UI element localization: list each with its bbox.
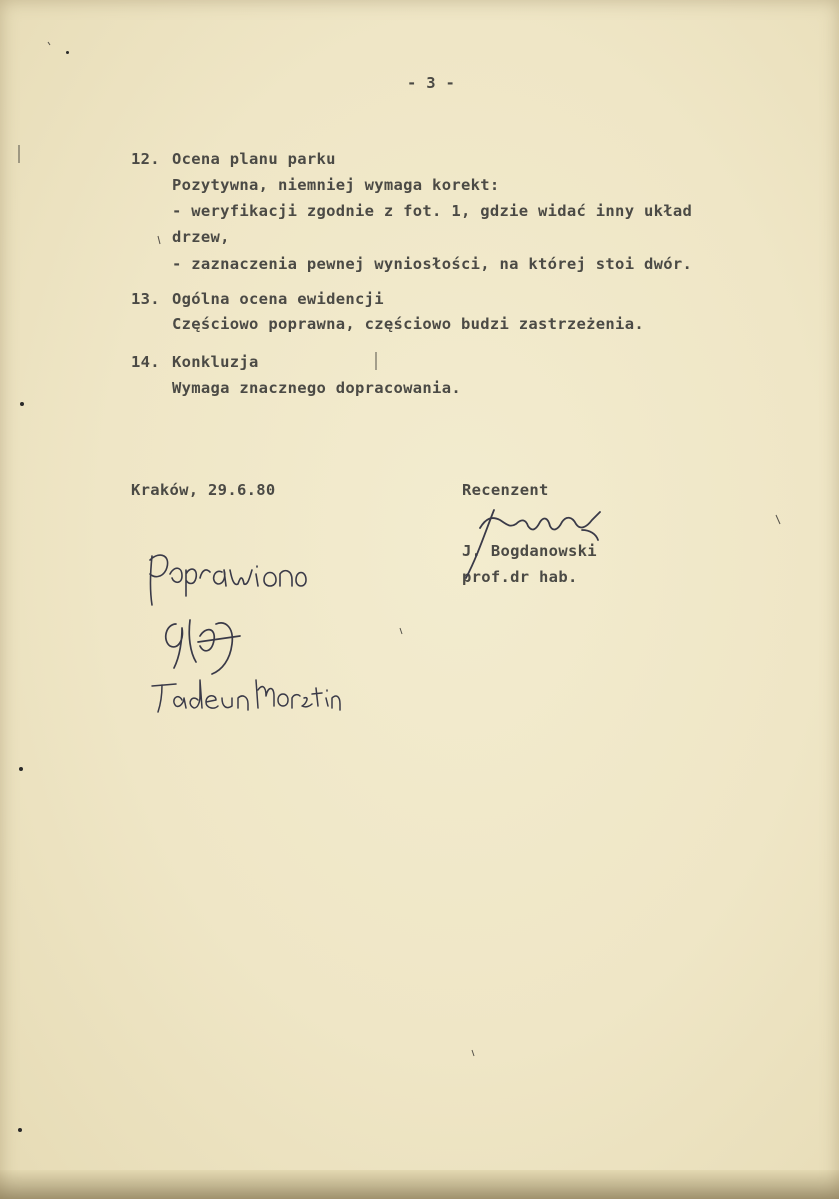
handwritten-author-name [152,680,340,712]
section-12-line: Pozytywna, niemniej wymaga korekt: [172,176,500,194]
section-12-number: 12. [131,150,160,168]
place-date: Kraków, 29.6.80 [131,481,276,499]
section-12-title: Ocena planu parku [172,150,336,168]
margin-speck [66,51,69,54]
section-13-number: 13. [131,290,160,308]
section-13-line: Częściowo poprawna, częściowo budzi zastrzeżenia. [172,315,644,333]
section-12-line: drzew, [172,228,230,246]
section-12-line: - weryfikacji zgodnie z fot. 1, gdzie widać inny układ [172,202,693,220]
section-12-line: - zaznaczenia pewnej wyniosłości, na której stoi dwór. [172,255,693,273]
margin-speck [18,1128,22,1132]
reviewer-label: Recenzent [462,481,549,499]
handwritten-note [150,555,306,605]
page-number: - 3 - [407,74,456,92]
reviewer-title: prof.dr hab. [462,568,578,586]
margin-speck [19,767,23,771]
reviewer-name: J. Bogdanowski [462,542,597,560]
stray-marks [19,42,780,1056]
reviewer-signature [466,510,600,578]
margin-speck [20,402,24,406]
section-14-number: 14. [131,353,160,371]
page-bottom-edge [0,1170,839,1199]
section-14-line: Wymaga znacznego dopracowania. [172,379,461,397]
section-13-title: Ogólna ocena ewidencji [172,290,384,308]
initials-signature [166,620,240,674]
section-14-title: Konkluzja [172,353,259,371]
